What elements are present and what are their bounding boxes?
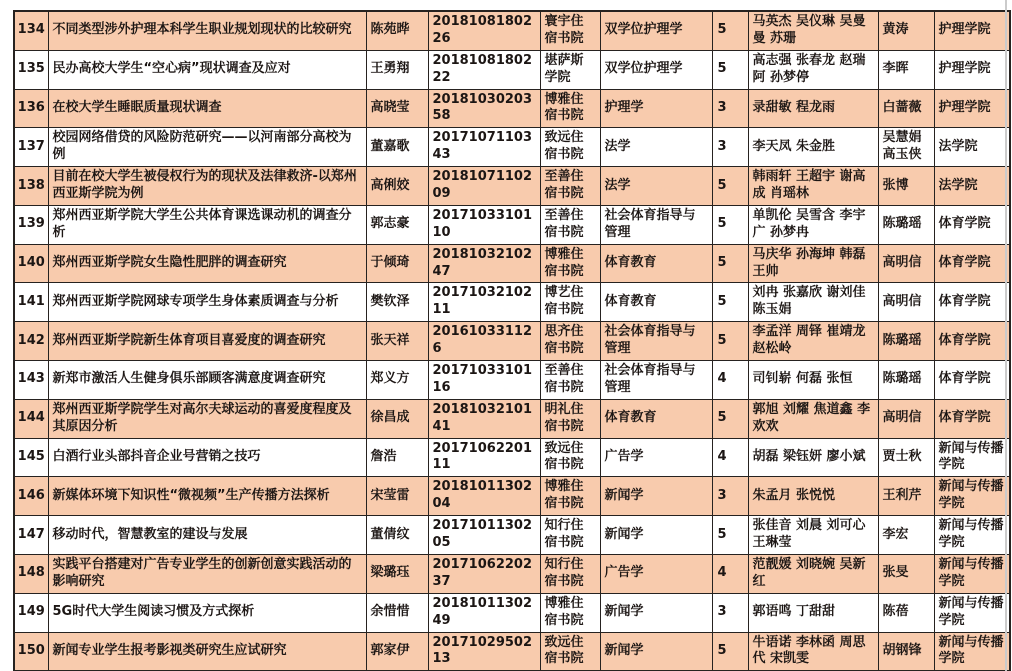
cell-major: 广告学 xyxy=(600,438,712,477)
cell-row-number: 141 xyxy=(14,283,48,322)
cell-major: 双学位护理学 xyxy=(600,50,712,89)
cell-leader-name: 樊钦泽 xyxy=(366,283,428,322)
cell-leader-name: 梁璐珏 xyxy=(366,554,428,593)
cell-residential-college: 博雅住宿书院 xyxy=(540,593,600,632)
page-edge-line xyxy=(1005,0,1007,671)
cell-project-title: 移动时代，智慧教室的建设与发展 xyxy=(48,516,366,555)
cell-advisor: 张博 xyxy=(878,167,934,206)
cell-leader-name: 徐昌成 xyxy=(366,399,428,438)
cell-major: 新闻学 xyxy=(600,632,712,671)
cell-advisor: 高明信 xyxy=(878,399,934,438)
table-row xyxy=(14,283,1010,322)
cell-leader-name: 王勇翔 xyxy=(366,50,428,89)
cell-college: 护理学院 xyxy=(934,89,1010,128)
cell-project-title: 新媒体环境下知识性“微视频”生产传播方法探析 xyxy=(48,477,366,516)
cell-member-count: 5 xyxy=(712,399,748,438)
cell-leader-name: 郭志豪 xyxy=(366,205,428,244)
cell-student-id: 2018101130204 xyxy=(428,477,540,516)
cell-team-members: 高志强 张春龙 赵瑞阿 孙梦停 xyxy=(748,50,878,89)
cell-residential-college: 至善住宿书院 xyxy=(540,205,600,244)
cell-residential-college: 至善住宿书院 xyxy=(540,167,600,206)
cell-major: 双学位护理学 xyxy=(600,11,712,50)
cell-major: 护理学 xyxy=(600,89,712,128)
cell-team-members: 李天凤 朱金胜 xyxy=(748,128,878,167)
cell-team-members: 马庆华 孙海坤 韩磊 王帅 xyxy=(748,244,878,283)
table-row xyxy=(14,244,1010,283)
cell-major: 广告学 xyxy=(600,554,712,593)
cell-advisor: 李宏 xyxy=(878,516,934,555)
cell-team-members: 司钊崭 何磊 张恒 xyxy=(748,361,878,400)
cell-row-number: 142 xyxy=(14,322,48,361)
cell-leader-name: 董倩纹 xyxy=(366,516,428,555)
cell-row-number: 138 xyxy=(14,167,48,206)
cell-team-members: 张佳音 刘晨 刘可心 王琳莹 xyxy=(748,516,878,555)
cell-residential-college: 博雅住宿书院 xyxy=(540,89,600,128)
cell-leader-name: 郭家伊 xyxy=(366,632,428,671)
cell-member-count: 5 xyxy=(712,283,748,322)
cell-residential-college: 致远住宿书院 xyxy=(540,632,600,671)
cell-residential-college: 致远住宿书院 xyxy=(540,438,600,477)
cell-row-number: 144 xyxy=(14,399,48,438)
table-row xyxy=(14,399,1010,438)
cell-college: 护理学院 xyxy=(934,50,1010,89)
cell-team-members: 朱孟月 张悦悦 xyxy=(748,477,878,516)
cell-college: 新闻与传播学院 xyxy=(934,477,1010,516)
cell-member-count: 3 xyxy=(712,128,748,167)
cell-member-count: 3 xyxy=(712,89,748,128)
cell-team-members: 胡磊 梁钰妍 廖小斌 xyxy=(748,438,878,477)
cell-row-number: 140 xyxy=(14,244,48,283)
cell-team-members: 郭旭 刘耀 焦道鑫 李欢欢 xyxy=(748,399,878,438)
cell-project-title: 郑州西亚斯学院网球专项学生身体素质调查与分析 xyxy=(48,283,366,322)
projects-table xyxy=(13,10,1011,671)
cell-advisor: 吴慧娟 高玉侠 xyxy=(878,128,934,167)
cell-team-members: 郭语鸣 丁甜甜 xyxy=(748,593,878,632)
cell-advisor: 陈璐瑶 xyxy=(878,361,934,400)
cell-row-number: 149 xyxy=(14,593,48,632)
cell-advisor: 陈璐瑶 xyxy=(878,322,934,361)
cell-member-count: 5 xyxy=(712,11,748,50)
cell-advisor: 李晖 xyxy=(878,50,934,89)
cell-member-count: 4 xyxy=(712,438,748,477)
cell-major: 法学 xyxy=(600,128,712,167)
cell-member-count: 3 xyxy=(712,477,748,516)
cell-team-members: 牛语诺 李林函 周思代 宋凯雯 xyxy=(748,632,878,671)
cell-row-number: 147 xyxy=(14,516,48,555)
cell-residential-college: 博雅住宿书院 xyxy=(540,244,600,283)
cell-team-members: 范靓媛 刘晓婉 吴新红 xyxy=(748,554,878,593)
cell-row-number: 150 xyxy=(14,632,48,671)
cell-residential-college: 明礼住宿书院 xyxy=(540,399,600,438)
cell-advisor: 胡钢锋 xyxy=(878,632,934,671)
cell-leader-name: 高晓莹 xyxy=(366,89,428,128)
cell-residential-college: 思齐住宿书院 xyxy=(540,322,600,361)
table-row xyxy=(14,361,1010,400)
cell-college: 体育学院 xyxy=(934,244,1010,283)
cell-residential-college: 知行住宿书院 xyxy=(540,516,600,555)
cell-project-title: 目前在校大学生被侵权行为的现状及法律救济-以郑州西亚斯学院为例 xyxy=(48,167,366,206)
cell-major: 体育教育 xyxy=(600,283,712,322)
cell-residential-college: 博雅住宿书院 xyxy=(540,477,600,516)
cell-college: 体育学院 xyxy=(934,361,1010,400)
cell-student-id: 2018108180226 xyxy=(428,11,540,50)
cell-leader-name: 高俐姣 xyxy=(366,167,428,206)
cell-project-title: 5G时代大学生阅读习惯及方式探析 xyxy=(48,593,366,632)
cell-residential-college: 知行住宿书院 xyxy=(540,554,600,593)
cell-leader-name: 于倾琦 xyxy=(366,244,428,283)
cell-project-title: 郑州西亚斯学院大学生公共体育课选课动机的调查分析 xyxy=(48,205,366,244)
cell-leader-name: 董嘉歌 xyxy=(366,128,428,167)
cell-leader-name: 詹浩 xyxy=(366,438,428,477)
cell-college: 新闻与传播学院 xyxy=(934,632,1010,671)
cell-advisor: 高明信 xyxy=(878,283,934,322)
cell-college: 法学院 xyxy=(934,167,1010,206)
cell-student-id: 2017107110343 xyxy=(428,128,540,167)
cell-project-title: 郑州西亚斯学院女生隐性肥胖的调查研究 xyxy=(48,244,366,283)
cell-member-count: 5 xyxy=(712,205,748,244)
table-row xyxy=(14,477,1010,516)
cell-college: 新闻与传播学院 xyxy=(934,593,1010,632)
cell-major: 体育教育 xyxy=(600,399,712,438)
table-row xyxy=(14,11,1010,50)
cell-row-number: 148 xyxy=(14,554,48,593)
cell-college: 体育学院 xyxy=(934,322,1010,361)
cell-member-count: 5 xyxy=(712,322,748,361)
cell-student-id: 2018107110209 xyxy=(428,167,540,206)
cell-advisor: 白蔷薇 xyxy=(878,89,934,128)
cell-student-id: 2018108180222 xyxy=(428,50,540,89)
cell-row-number: 134 xyxy=(14,11,48,50)
cell-student-id: 201610331126 xyxy=(428,322,540,361)
cell-major: 社会体育指导与管理 xyxy=(600,322,712,361)
cell-row-number: 143 xyxy=(14,361,48,400)
cell-project-title: 白酒行业头部抖音企业号营销之技巧 xyxy=(48,438,366,477)
cell-student-id: 2017101130205 xyxy=(428,516,540,555)
cell-team-members: 录甜敏 程龙雨 xyxy=(748,89,878,128)
cell-student-id: 2017103210211 xyxy=(428,283,540,322)
cell-member-count: 5 xyxy=(712,244,748,283)
cell-major: 社会体育指导与管理 xyxy=(600,205,712,244)
cell-project-title: 郑州西亚斯学院新生体育项目喜爱度的调查研究 xyxy=(48,322,366,361)
cell-student-id: 2017103310110 xyxy=(428,205,540,244)
cell-leader-name: 郑义方 xyxy=(366,361,428,400)
cell-project-title: 不同类型涉外护理本科学生职业规划现状的比较研究 xyxy=(48,11,366,50)
table-row xyxy=(14,632,1010,671)
cell-member-count: 3 xyxy=(712,593,748,632)
cell-student-id: 2018101130249 xyxy=(428,593,540,632)
cell-residential-college: 寰宇住宿书院 xyxy=(540,11,600,50)
cell-college: 法学院 xyxy=(934,128,1010,167)
cell-team-members: 单凯伦 吴雪含 李宇广 孙梦冉 xyxy=(748,205,878,244)
cell-major: 体育教育 xyxy=(600,244,712,283)
cell-college: 护理学院 xyxy=(934,11,1010,50)
cell-row-number: 135 xyxy=(14,50,48,89)
table-row xyxy=(14,516,1010,555)
table-row xyxy=(14,167,1010,206)
cell-row-number: 139 xyxy=(14,205,48,244)
cell-college: 新闻与传播学院 xyxy=(934,438,1010,477)
cell-team-members: 李孟洋 周铎 崔靖龙 赵松岭 xyxy=(748,322,878,361)
cell-member-count: 5 xyxy=(712,516,748,555)
cell-member-count: 4 xyxy=(712,554,748,593)
table-row xyxy=(14,128,1010,167)
cell-student-id: 2018103210141 xyxy=(428,399,540,438)
table-row xyxy=(14,322,1010,361)
cell-college: 新闻与传播学院 xyxy=(934,554,1010,593)
cell-team-members: 马英杰 吴仪琳 吴曼曼 苏珊 xyxy=(748,11,878,50)
cell-project-title: 新郑市激活人生健身俱乐部顾客满意度调查研究 xyxy=(48,361,366,400)
table-row xyxy=(14,554,1010,593)
cell-advisor: 陈璐瑶 xyxy=(878,205,934,244)
cell-residential-college: 致远住宿书院 xyxy=(540,128,600,167)
cell-row-number: 146 xyxy=(14,477,48,516)
cell-student-id: 2017102950213 xyxy=(428,632,540,671)
cell-team-members: 韩雨轩 王超宇 谢高成 肖瑶林 xyxy=(748,167,878,206)
cell-college: 体育学院 xyxy=(934,283,1010,322)
cell-row-number: 136 xyxy=(14,89,48,128)
table-row xyxy=(14,593,1010,632)
cell-team-members: 刘冉 张嘉欣 谢刘佳 陈玉娟 xyxy=(748,283,878,322)
table-row xyxy=(14,205,1010,244)
cell-row-number: 137 xyxy=(14,128,48,167)
cell-student-id: 2017106220111 xyxy=(428,438,540,477)
cell-leader-name: 宋莹雷 xyxy=(366,477,428,516)
cell-project-title: 新闻专业学生报考影视类研究生应试研究 xyxy=(48,632,366,671)
cell-residential-college: 堪萨斯学院 xyxy=(540,50,600,89)
cell-college: 体育学院 xyxy=(934,205,1010,244)
cell-project-title: 在校大学生睡眠质量现状调查 xyxy=(48,89,366,128)
cell-advisor: 张旻 xyxy=(878,554,934,593)
cell-project-title: 民办高校大学生“空心病”现状调查及应对 xyxy=(48,50,366,89)
cell-member-count: 5 xyxy=(712,632,748,671)
cell-leader-name: 陈苑晔 xyxy=(366,11,428,50)
cell-member-count: 4 xyxy=(712,361,748,400)
cell-project-title: 校园网络借贷的风险防范研究——以河南部分高校为例 xyxy=(48,128,366,167)
cell-college: 新闻与传播学院 xyxy=(934,516,1010,555)
cell-advisor: 王利芹 xyxy=(878,477,934,516)
cell-student-id: 2018103020358 xyxy=(428,89,540,128)
cell-advisor: 黄涛 xyxy=(878,11,934,50)
cell-project-title: 实践平台搭建对广告专业学生的创新创意实践活动的影响研究 xyxy=(48,554,366,593)
table-row xyxy=(14,89,1010,128)
cell-advisor: 陈蓓 xyxy=(878,593,934,632)
cell-major: 法学 xyxy=(600,167,712,206)
cell-student-id: 2017103310116 xyxy=(428,361,540,400)
cell-leader-name: 张天祥 xyxy=(366,322,428,361)
cell-college: 体育学院 xyxy=(934,399,1010,438)
cell-major: 新闻学 xyxy=(600,477,712,516)
cell-project-title: 郑州西亚斯学院学生对高尔夫球运动的喜爱度程度及其原因分析 xyxy=(48,399,366,438)
cell-major: 新闻学 xyxy=(600,516,712,555)
table-row xyxy=(14,50,1010,89)
cell-leader-name: 余惜惜 xyxy=(366,593,428,632)
cell-student-id: 2017106220237 xyxy=(428,554,540,593)
table-wrapper xyxy=(13,10,1011,671)
table-row xyxy=(14,438,1010,477)
cell-major: 新闻学 xyxy=(600,593,712,632)
cell-advisor: 贾士秋 xyxy=(878,438,934,477)
projects-table-body xyxy=(14,11,1010,671)
cell-residential-college: 博艺住宿书院 xyxy=(540,283,600,322)
cell-major: 社会体育指导与管理 xyxy=(600,361,712,400)
cell-member-count: 5 xyxy=(712,50,748,89)
cell-row-number: 145 xyxy=(14,438,48,477)
cell-advisor: 高明信 xyxy=(878,244,934,283)
cell-residential-college: 至善住宿书院 xyxy=(540,361,600,400)
cell-student-id: 2018103210247 xyxy=(428,244,540,283)
cell-member-count: 5 xyxy=(712,167,748,206)
